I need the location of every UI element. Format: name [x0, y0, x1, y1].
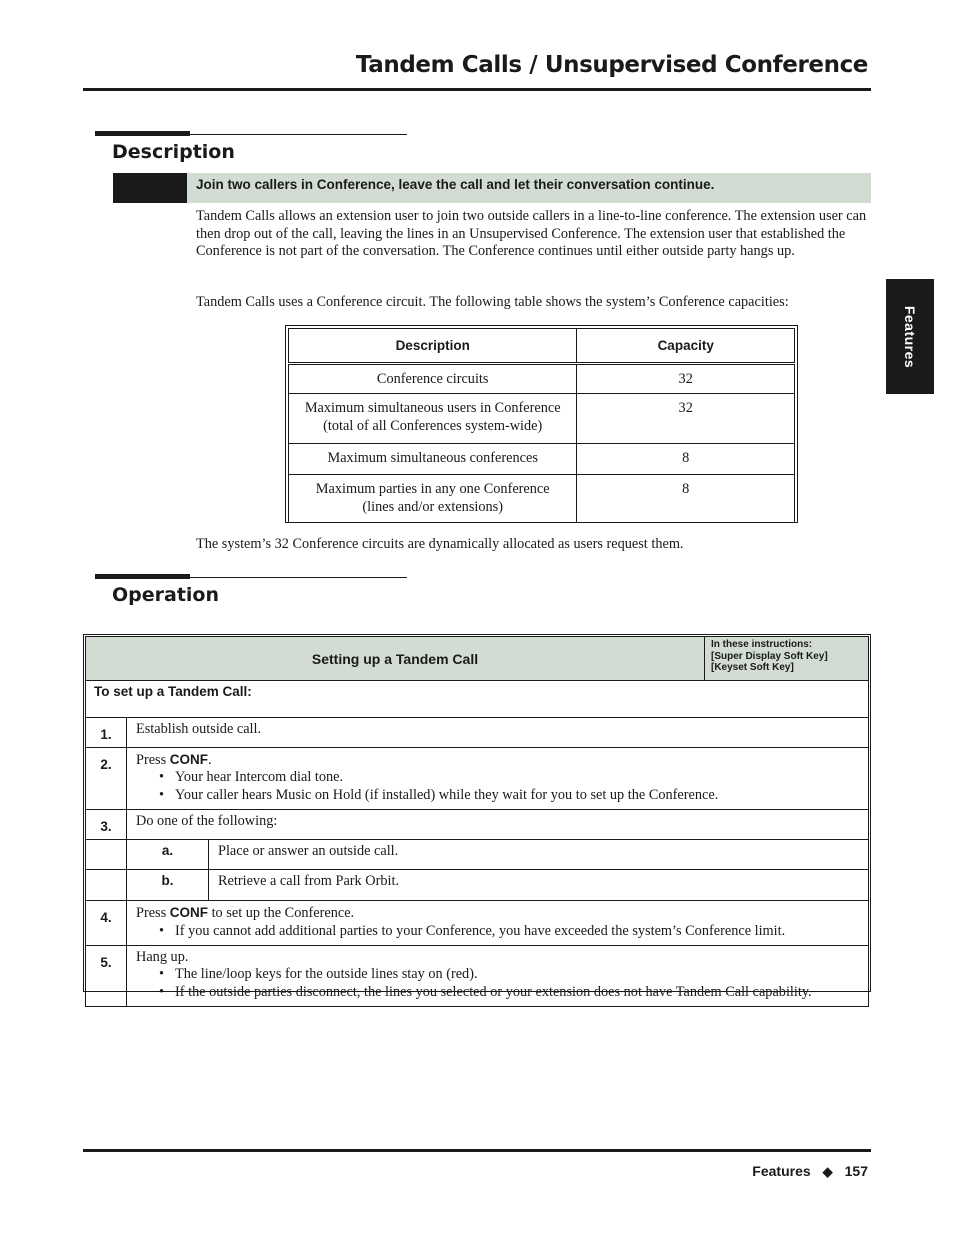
step-text: Do one of the following:: [127, 810, 869, 840]
header-rule: [83, 88, 871, 91]
option-text: Place or answer an outside call.: [209, 840, 869, 870]
step-number: 2.: [86, 748, 127, 810]
page-title: Tandem Calls / Unsupervised Conference: [355, 52, 868, 78]
footer-section: Features: [752, 1163, 811, 1179]
footer-rule: [83, 1149, 871, 1152]
list-item: • If the outside parties disconnect, the lines you selected or your extension does not have Tandem Call capability.: [156, 984, 859, 1001]
table-cell-capacity: 32: [577, 364, 795, 394]
conf-key: CONF: [169, 752, 209, 767]
table-row: [289, 394, 795, 444]
operation-subheading: To set up a Tandem Call:: [86, 681, 869, 718]
option-row: [86, 870, 869, 901]
page-number: 157: [844, 1163, 868, 1179]
table-row: [289, 444, 795, 475]
option-text: Retrieve a call from Park Orbit.: [209, 870, 869, 901]
instructions-legend: In these instructions: [Super Display Soft Key] [Keyset Soft Key]: [705, 637, 869, 681]
list-item: • If you cannot add additional parties to your Conference, you have exceeded the system’s Conference limit.: [156, 923, 859, 940]
operation-table-title: Setting up a Tandem Call: [86, 637, 705, 681]
step-row: [86, 810, 869, 840]
option-letter: b.: [127, 870, 209, 901]
list-item: • The line/loop keys for the outside lines stay on (red).: [156, 966, 859, 983]
table-cell-description: Maximum simultaneous conferences: [289, 444, 577, 475]
diamond-icon: ◆: [822, 1164, 833, 1179]
table-cell-capacity: 32: [577, 394, 795, 444]
section-rule-operation: [95, 577, 407, 578]
side-tab[interactable]: [886, 279, 934, 394]
description-heading: Description: [112, 141, 235, 163]
column-header-capacity: Capacity: [577, 329, 795, 364]
description-paragraph-2: Tandem Calls uses a Conference circuit. The following table shows the system’s Conference capacities:: [196, 294, 789, 310]
step-row: [86, 718, 869, 748]
step-body: Press CONF. • Your hear Intercom dial tone. • Your caller hears Music on Hold (if installed) while they wait for you to set up the Conference.: [127, 748, 869, 810]
list-item: • Your caller hears Music on Hold (if installed) while they wait for you to set up the Conference.: [156, 787, 859, 804]
step-row: [86, 946, 869, 1007]
step-number: 1.: [86, 718, 127, 748]
step-row: [86, 748, 869, 810]
conf-key: CONF: [169, 905, 209, 921]
description-paragraph-1: Tandem Calls allows an extension user to join two outside callers in a line-to-line conference. The extension user can then drop out of the call, leaving the lines in an Unsupervised Conference. The extension user that established the Conference is not part of the conversation. The Conference continues until either outside party hangs up.: [196, 208, 867, 260]
list-item: • Your hear Intercom dial tone.: [156, 769, 859, 786]
side-tab-label: Features: [902, 305, 918, 368]
operation-table: [83, 634, 871, 1000]
table-cell-capacity: 8: [577, 475, 795, 523]
step-text: Establish outside call.: [127, 718, 869, 748]
table-row: [289, 475, 795, 523]
table-cell-description: Maximum simultaneous users in Conference (total of all Conferences system-wide): [289, 394, 577, 444]
operation-heading: Operation: [112, 584, 220, 606]
table-cell-capacity: 8: [577, 444, 795, 475]
step-number: 3.: [86, 810, 127, 840]
section-rule-description: [95, 134, 407, 135]
step-number: 5.: [86, 946, 127, 1007]
summary-marker: [113, 173, 187, 203]
table-row: [289, 364, 795, 394]
capacity-table: [285, 325, 798, 523]
table-cell-description: Conference circuits: [289, 364, 577, 394]
summary-text: Join two callers in Conference, leave the call and let their conversation continue.: [187, 173, 871, 203]
description-paragraph-3: The system’s 32 Conference circuits are dynamically allocated as users request them.: [196, 536, 684, 552]
option-row: [86, 840, 869, 870]
step-row: [86, 901, 869, 946]
step-body: Press CONF to set up the Conference. • If you cannot add additional parties to your Conference, you have exceeded the system’s Conference limit.: [127, 901, 869, 946]
step-number: 4.: [86, 901, 127, 946]
page-footer: [752, 1163, 868, 1180]
table-cell-description: Maximum parties in any one Conference (lines and/or extensions): [289, 475, 577, 523]
option-letter: a.: [127, 840, 209, 870]
step-body: Hang up. • The line/loop keys for the outside lines stay on (red). • If the outside parties disconnect, the lines you selected or your extension does not have Tandem Call capability.: [127, 946, 869, 1007]
column-header-description: Description: [289, 329, 577, 364]
